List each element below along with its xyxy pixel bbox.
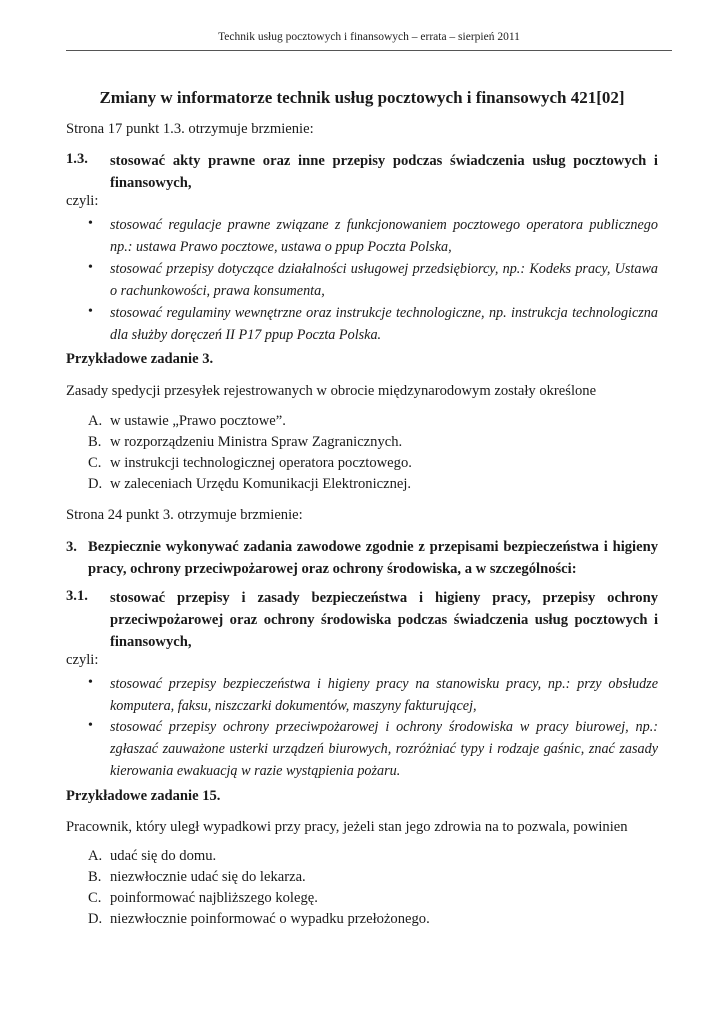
document-title: Zmiany w informatorze technik usług pocztowych i finansowych 421[02]	[99, 88, 625, 107]
option-text: niezwłocznie poinformować o wypadku przełożonego.	[110, 911, 430, 927]
option-text: w ustawie „Prawo pocztowe”.	[110, 413, 286, 429]
option-text: udać się do domu.	[110, 848, 217, 864]
section2-intro: Strona 24 punkt 3. otrzymuje brzmienie:	[66, 507, 303, 523]
task3-heading: Przykładowe zadanie 3.	[66, 351, 214, 367]
list-item: stosować przepisy ochrony przeciwpożarowej i ochrony środowiska w pracy biurowej, np.: zgłaszać zauważone usterki urządzeń biurowych, rozróżniać typy i rodzaje gaśnic, znać zasady kierowania ewakuacją w razie wystąpienia pożaru.	[110, 719, 658, 779]
option-text: w instrukcji technologicznej operatora pocztowego.	[110, 455, 412, 471]
option-letter: B.	[88, 434, 102, 450]
option-letter: C.	[88, 455, 102, 471]
bullet-icon: •	[88, 718, 93, 733]
section2-czyli: czyli:	[66, 652, 99, 668]
task15-question: Pracownik, który uległ wypadkowi przy pracy, jeżeli stan jego zdrowia na to pozwala, powinien	[66, 819, 628, 835]
section1-number: 1.3.	[66, 151, 88, 167]
option-letter: A.	[88, 413, 103, 429]
section2-point-number: 3.	[66, 539, 77, 555]
bullet-icon: •	[88, 675, 93, 690]
option-letter: C.	[88, 890, 102, 906]
bullet-icon: •	[88, 304, 93, 319]
option-text: poinformować najbliższego kolegę.	[110, 890, 318, 906]
section1-text: stosować akty prawne oraz inne przepisy podczas świadczenia usług pocztowych i finansowych,	[110, 153, 658, 191]
list-item: stosować przepisy bezpieczeństwa i higieny pracy na stanowisku pracy, np.: przy obsłudze komputera, faksu, niszczarki dokumentów, maszyny fakturującej,	[110, 676, 658, 714]
task3-question: Zasady spedycji przesyłek rejestrowanych w obrocie międzynarodowym zostały określone	[66, 383, 597, 399]
option-letter: D.	[88, 476, 103, 492]
bullet-icon: •	[88, 216, 93, 231]
option-letter: B.	[88, 869, 102, 885]
section1-intro: Strona 17 punkt 1.3. otrzymuje brzmienie:	[66, 121, 314, 137]
section1-czyli: czyli:	[66, 193, 99, 209]
list-item: stosować przepisy dotyczące działalności usługowej przedsiębiorcy, np.: Kodeks pracy, Ustawa o rachunkowości, prawa konsumenta,	[110, 261, 658, 299]
option-letter: A.	[88, 848, 103, 864]
task15-heading: Przykładowe zadanie 15.	[66, 788, 221, 804]
section2-text: stosować przepisy i zasady bezpieczeństwa i higieny pracy, przepisy ochrony przeciwpożarowej oraz ochrony środowiska podczas świadczenia usług pocztowych i finansowych,	[110, 590, 658, 650]
option-text: niezwłocznie udać się do lekarza.	[110, 869, 306, 885]
bullet-icon: •	[88, 260, 93, 275]
section2-point	[66, 536, 658, 580]
list-item: stosować regulaminy wewnętrzne oraz instrukcje technologiczne, np. instrukcja technologiczna dla służby doręczeń II P17 ppup Poczta Polska.	[110, 305, 658, 343]
list-item: stosować regulacje prawne związane z funkcjonowaniem pocztowego operatora publicznego np.: ustawa Prawo pocztowe, ustawa o ppup Poczta Polska,	[110, 217, 658, 255]
section2-number: 3.1.	[66, 588, 88, 604]
header-divider	[66, 50, 672, 51]
section2-point-text: Bezpiecznie wykonywać zadania zawodowe zgodnie z przepisami bezpieczeństwa i higieny pracy, ochrony przeciwpożarowej oraz ochrony środowiska, a w szczególności:	[88, 539, 658, 577]
option-text: w rozporządzeniu Ministra Spraw Zagranicznych.	[110, 434, 403, 450]
option-text: w zaleceniach Urzędu Komunikacji Elektronicznej.	[110, 476, 412, 492]
header-text: Technik usług pocztowych i finansowych – errata – sierpień 2011	[218, 31, 520, 43]
option-letter: D.	[88, 911, 103, 927]
